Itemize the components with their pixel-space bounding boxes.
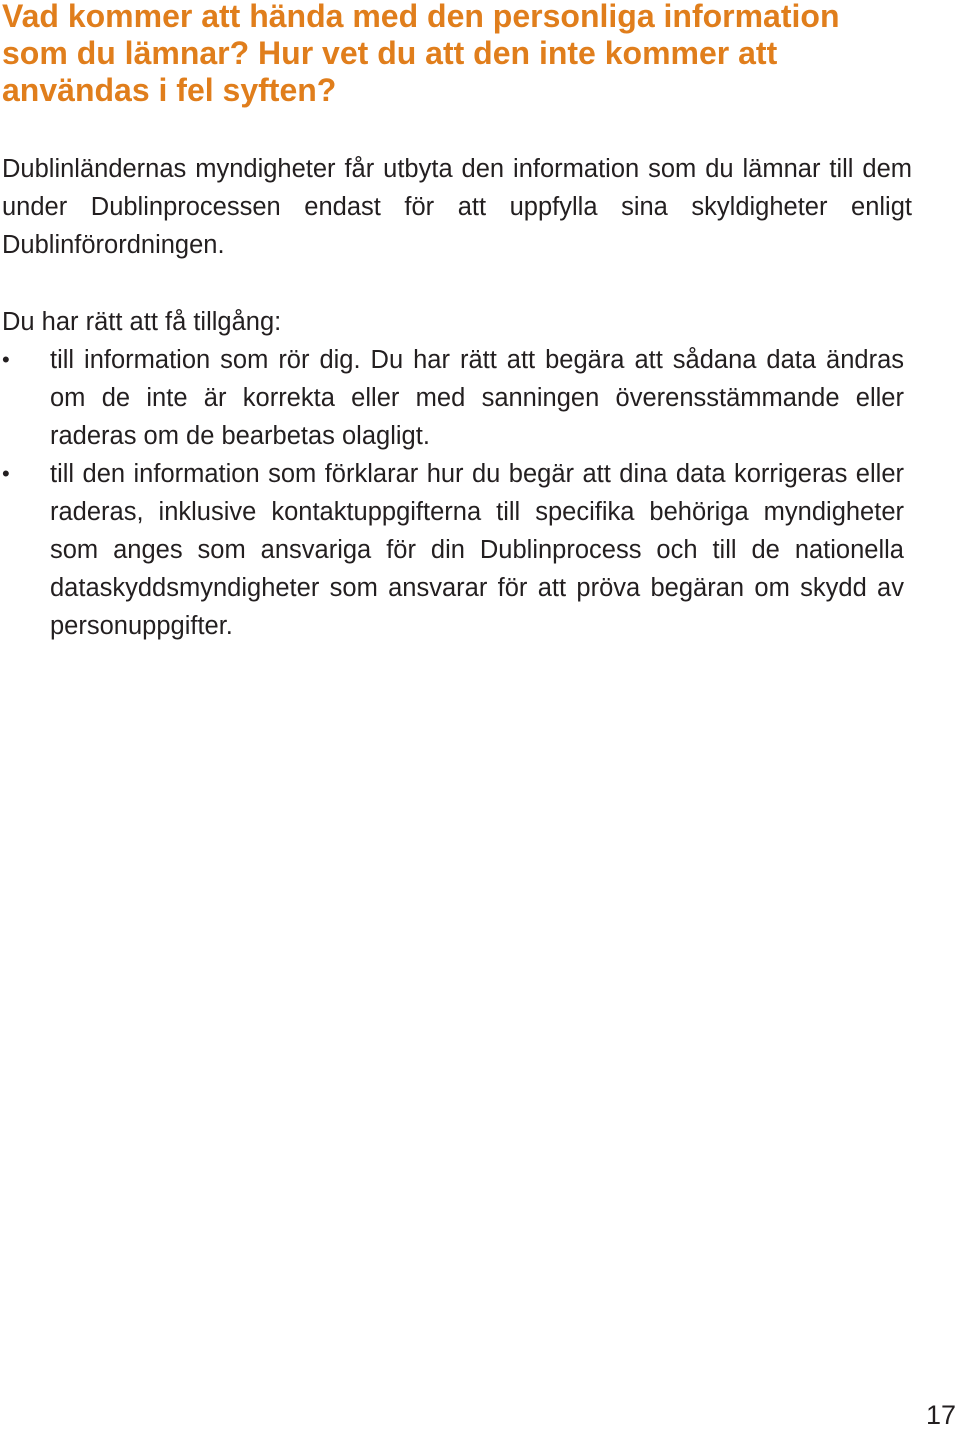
list-item-text: till information som rör dig. Du har rätt att begära att sådana data ändras om de inte är korrekta eller med sanningen överensstämmande eller raderas om de bearbetas olagligt. [50,346,904,450]
bullet-icon: • [2,461,10,486]
list-item [0,455,904,645]
list-item [0,341,904,455]
access-rights-list [0,341,960,645]
access-rights-lead: Du har rätt att få tillgång: [2,308,282,336]
section-heading: Vad kommer att hända med den personliga information som du lämnar? Hur vet du att den inte kommer att användas i fel syften? [2,0,840,108]
intro-paragraph: Dublinländernas myndigheter får utbyta den information som du lämnar till dem under Dublinprocessen endast för att uppfylla sina skyldigheter enligt Dublinförordningen. [2,155,912,259]
page-number: 17 [925,1400,956,1430]
bullet-icon: • [2,347,10,372]
list-item-text: till den information som förklarar hur du begär att dina data korrigeras eller raderas, inklusive kontaktuppgifterna till specifika behöriga myndigheter som anges som ansvariga för din Dublinprocess och till de nationella dataskyddsmyndigheter som ansvarar för att pröva begäran om skydd av personuppgifter. [50,460,904,640]
